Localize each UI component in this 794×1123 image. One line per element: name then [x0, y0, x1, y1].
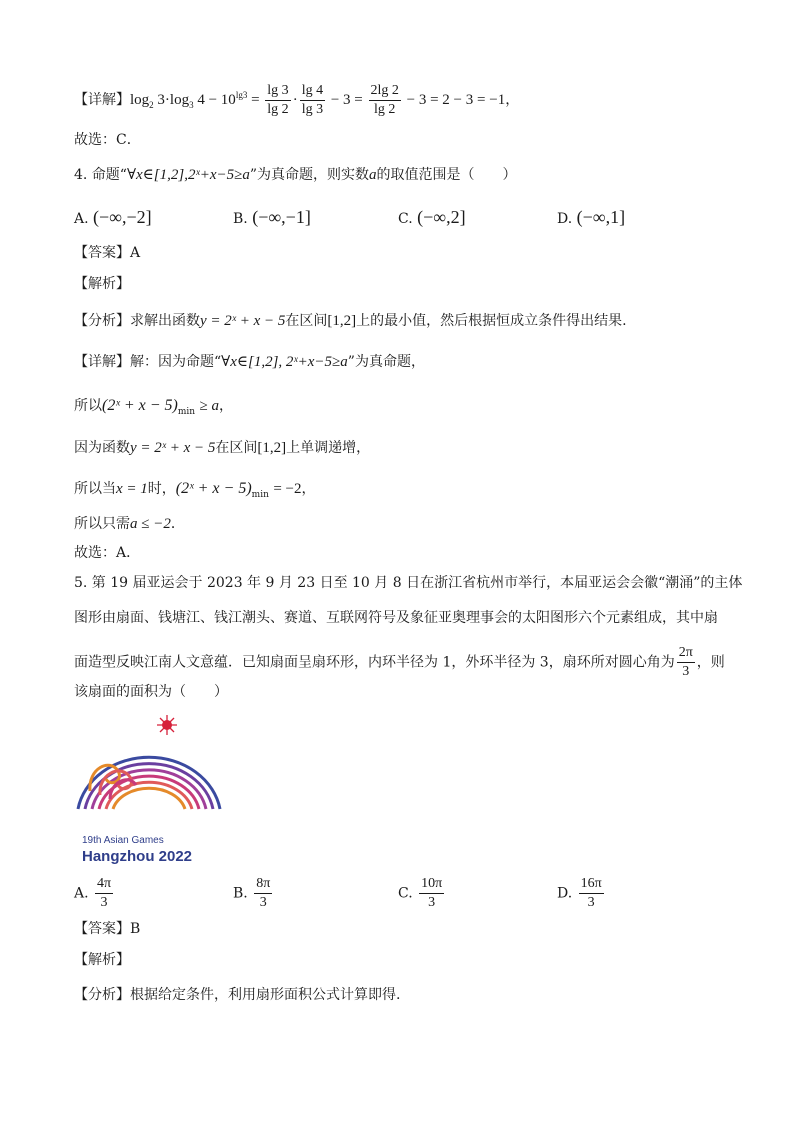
q5-stem-line-4: 该扇面的面积为（ ）	[74, 684, 228, 700]
q4-option-a: A. (−∞,−2]	[74, 207, 152, 227]
q4-analysis-heading: 【解析】	[74, 276, 130, 292]
q4-option-d: D. (−∞,1]	[557, 207, 626, 227]
q4-xiangjie-3: 因为函数y = 2ˣ + x − 5在区间[1,2]上单调递增，	[74, 440, 371, 456]
q5-option-c: C. $\frac{10\pi}{3}$	[398, 876, 443, 910]
logo-title: Hangzhou 2022	[82, 848, 193, 865]
sun-icon	[157, 715, 177, 735]
asian-games-logo	[70, 713, 230, 865]
q3-answer-line: 故选：C．	[74, 132, 141, 148]
detail-label: 【详解】	[74, 91, 130, 108]
q4-option-c: C. (−∞,2]	[398, 207, 466, 227]
q3-detail-line: 【详解】$\log_2 3\cdot\log_3$ $4 - 10^{lg3}$ = $\frac{\lg 3}{\lg 2}$ · $\frac{\lg 4}{\lg 3}$ − 3 = $\frac{2\lg 2}{\lg 2}$ − 3 = 2 − 3 = −1，	[74, 83, 520, 117]
q5-fenxi: 【分析】根据给定条件，利用扇形面积公式计算即得.	[74, 987, 401, 1003]
q5-option-d: D. $\frac{16\pi}{3}$	[557, 876, 602, 910]
q4-xiangjie-4: 所以当x = 1时，(2ˣ + $x - 5)_{min} = -2$，	[74, 480, 316, 500]
q4-option-b: B. (−∞,−1]	[233, 207, 311, 227]
q4-xiangjie-2: 所以(2ˣ + $x - 5)_{min} \ge a$，	[74, 397, 234, 417]
q5-option-a: A. $\frac{4\pi}{3}$	[74, 876, 112, 910]
q4-xiangjie-1: 【详解】解：因为命题“∀x∈[1,2], 2ˣ+x−5≥a”为真命题，	[74, 354, 425, 370]
q5-stem-line-1: 5. 第 19 届亚运会于 2023 年 9 月 23 日至 10 月 8 日在浙江省杭州市举行，本届亚运会会徽“潮涌”的主体	[74, 575, 743, 591]
q4-answer: 【答案】A	[74, 245, 141, 261]
q5-stem-line-3: 面造型反映江南人文意蕴．已知扇面呈扇环形，内环半径为 1，外环半径为 3，扇环所对圆心角为 $\frac{2\pi}{3}$ ，则	[74, 645, 725, 679]
q5-option-b: B. $\frac{8\pi}{3}$	[233, 876, 271, 910]
q4-fenxi: 【分析】求解出函数y = 2ˣ + x − 5在区间[1,2]上的最小值，然后根据恒成立条件得出结果.	[74, 313, 627, 329]
q4-stem: 4. 命题“∀x∈[1,2],2ˣ+x−5≥a”为真命题，则实数a的取值范围是（ ）	[74, 167, 517, 183]
logo-subtitle: 19th Asian Games	[82, 835, 164, 846]
q5-answer: 【答案】B	[74, 921, 141, 937]
q4-xiangjie-5: 所以只需a ≤ −2．	[74, 516, 185, 532]
q4-choose: 故选：A．	[74, 545, 141, 561]
q5-analysis-heading: 【解析】	[74, 952, 130, 968]
fan-arcs	[78, 757, 220, 809]
q3-detail-expression: $\log_2 3\cdot\log_3$ $4 - 10^{lg3}$ = $\frac{\lg 3}{\lg 2}$ · $\frac{\lg 4}{\lg 3}$ − 3 = $\frac{2\lg 2}{\lg 2}$ − 3 = 2 − 3 = −1	[130, 83, 506, 117]
q5-stem-line-2: 图形由扇面、钱塘江、钱江潮头、赛道、互联网符号及象征亚奥理事会的太阳图形六个元素组成，其中扇	[74, 610, 718, 626]
